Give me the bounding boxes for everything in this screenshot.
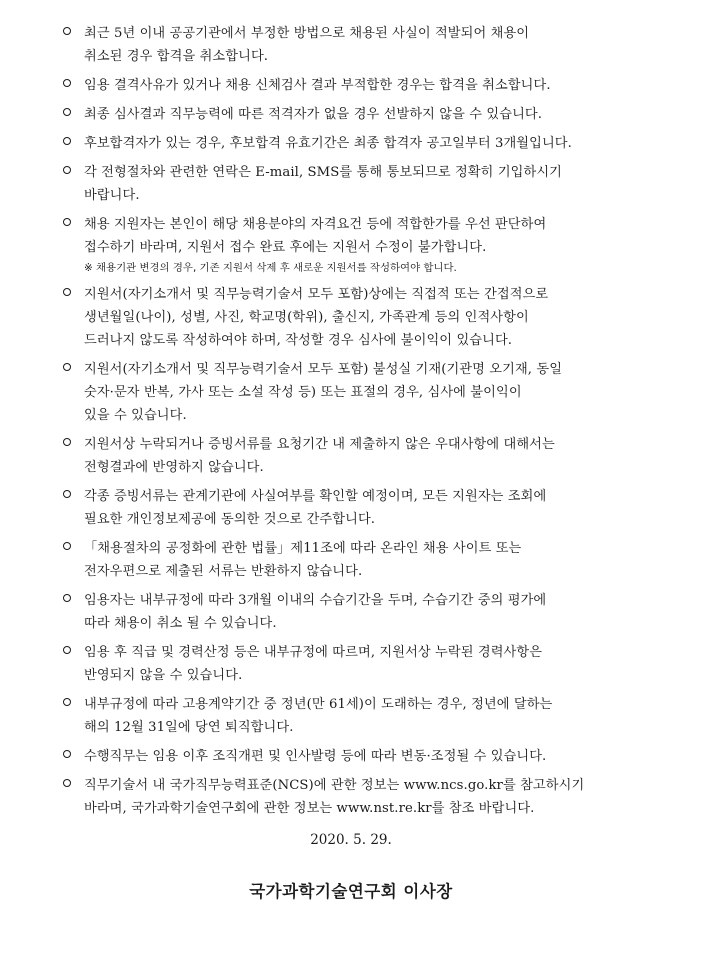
notice-text-line: 수행직무는 임용 이후 조직개편 및 인사발령 등에 따라 변동·조정될 수 있습니다.: [84, 749, 547, 764]
notice-text-line: 각 전형절차와 관련한 연락은 E-mail, SMS를 통해 통보되므로 정확히 기입하시기: [84, 165, 563, 180]
circle-bullet-icon: [63, 646, 71, 654]
notice-text-line: 접수하기 바라며, 지원서 접수 완료 후에는 지원서 수정이 불가합니다.: [84, 240, 487, 255]
notice-item: [60, 433, 670, 479]
circle-bullet-icon: [63, 490, 71, 498]
notice-text-line: 바라며, 국가과학기술연구회에 관한 정보는 www.nst.re.kr를 참조 바랍니다.: [84, 801, 535, 816]
notice-text-line: 최근 5년 이내 공공기관에서 부정한 방법으로 채용된 사실이 적발되어 채용이: [84, 26, 530, 41]
circle-bullet-icon: [63, 166, 71, 174]
notice-text-line: 채용 지원자는 본인이 해당 채용분야의 자격요건 등에 적합한가를 우선 판단하여: [84, 217, 547, 232]
notice-text-line: 생년월일(나이), 성별, 사진, 학교명(학위), 출신지, 가족관계 등의 인적사항이: [84, 310, 529, 325]
notice-text-line: 임용 결격사유가 있거나 채용 신체검사 결과 부적합한 경우는 합격을 취소합니다.: [84, 78, 551, 93]
notice-text-line: 임용자는 내부규정에 따라 3개월 이내의 수습기간을 두며, 수습기간 중의 평가에: [84, 593, 547, 608]
notice-item: [60, 358, 670, 427]
circle-bullet-icon: [63, 288, 71, 296]
circle-bullet-icon: [63, 79, 71, 87]
notice-text-line: 취소된 경우 합격을 취소합니다.: [84, 49, 269, 64]
notice-list: [60, 22, 670, 826]
circle-bullet-icon: [63, 108, 71, 116]
notice-text-line: 따라 채용이 취소 될 수 있습니다.: [84, 616, 277, 631]
notice-item: [60, 213, 670, 277]
notice-text-line: 있을 수 있습니다.: [84, 408, 187, 423]
notice-text-line: 드러나지 않도록 작성하여야 하며, 작성할 경우 심사에 불이익이 있습니다.: [84, 333, 513, 348]
circle-bullet-icon: [63, 698, 71, 706]
circle-bullet-icon: [63, 542, 71, 550]
notice-item: [60, 641, 670, 687]
notice-text-line: 해의 12월 31일에 당연 퇴직합니다.: [84, 720, 294, 735]
notice-text-line: 전형결과에 반영하지 않습니다.: [84, 460, 264, 475]
notice-item: [60, 283, 670, 352]
notice-item: [60, 161, 670, 207]
notice-text-line: 지원서(자기소개서 및 직무능력기술서 모두 포함) 불성실 기재(기관명 오기재, 동일: [84, 362, 563, 377]
notice-text-line: 각종 증빙서류는 관계기관에 사실여부를 확인할 예정이며, 모든 지원자는 조회에: [84, 489, 547, 504]
notice-item: [60, 132, 670, 155]
notice-item: [60, 537, 670, 583]
notice-subnote: ※ 채용기관 변경의 경우, 기존 지원서 삭제 후 새로운 지원서를 작성하여야 합니다.: [84, 262, 457, 274]
notice-text-line: 내부규정에 따라 고용계약기간 중 정년(만 61세)이 도래하는 경우, 정년에 달하는: [84, 697, 553, 712]
notice-item: [60, 589, 670, 635]
circle-bullet-icon: [63, 594, 71, 602]
notice-item: [60, 745, 670, 768]
circle-bullet-icon: [63, 27, 71, 35]
circle-bullet-icon: [63, 438, 71, 446]
notice-text-line: 직무기술서 내 국가직무능력표준(NCS)에 관한 정보는 www.ncs.go.kr를 참고하시기: [84, 778, 585, 793]
notice-item: [60, 22, 670, 68]
circle-bullet-icon: [63, 779, 71, 787]
circle-bullet-icon: [63, 363, 71, 371]
notice-text-line: 「채용절차의 공정화에 관한 법률」제11조에 따라 온라인 채용 사이트 또는: [84, 541, 522, 556]
notice-item: [60, 693, 670, 739]
notice-text-line: 최종 심사결과 직무능력에 따른 적격자가 없을 경우 선발하지 않을 수 있습니다.: [84, 107, 543, 122]
announcement-date: 2020. 5. 29.: [310, 832, 392, 848]
circle-bullet-icon: [63, 218, 71, 226]
notice-text-line: 바랍니다.: [84, 188, 140, 203]
notice-text-line: 후보합격자가 있는 경우, 후보합격 유효기간은 최종 합격자 공고일부터 3개월입니다.: [84, 136, 572, 151]
notice-item: [60, 74, 670, 97]
notice-item: [60, 485, 670, 531]
issuer-signature: 국가과학기술연구회 이사장: [249, 882, 453, 901]
notice-text-line: 반영되지 않을 수 있습니다.: [84, 668, 243, 683]
notice-text-line: 숫자·문자 반복, 가사 또는 소설 작성 등) 또는 표절의 경우, 심사에 불이익이: [84, 385, 522, 400]
circle-bullet-icon: [63, 137, 71, 145]
notice-text-line: 지원서상 누락되거나 증빙서류를 요청기간 내 제출하지 않은 우대사항에 대해서는: [84, 437, 555, 452]
notice-item: [60, 774, 670, 820]
notice-text-line: 전자우편으로 제출된 서류는 반환하지 않습니다.: [84, 564, 363, 579]
notice-text-line: 임용 후 직급 및 경력산정 등은 내부규정에 따르며, 지원서상 누락된 경력사항은: [84, 645, 543, 660]
notice-item: [60, 103, 670, 126]
circle-bullet-icon: [63, 750, 71, 758]
notice-text-line: 지원서(자기소개서 및 직무능력기술서 모두 포함)상에는 직접적 또는 간접적으로: [84, 287, 549, 302]
notice-text-line: 필요한 개인정보제공에 동의한 것으로 간주합니다.: [84, 512, 376, 527]
